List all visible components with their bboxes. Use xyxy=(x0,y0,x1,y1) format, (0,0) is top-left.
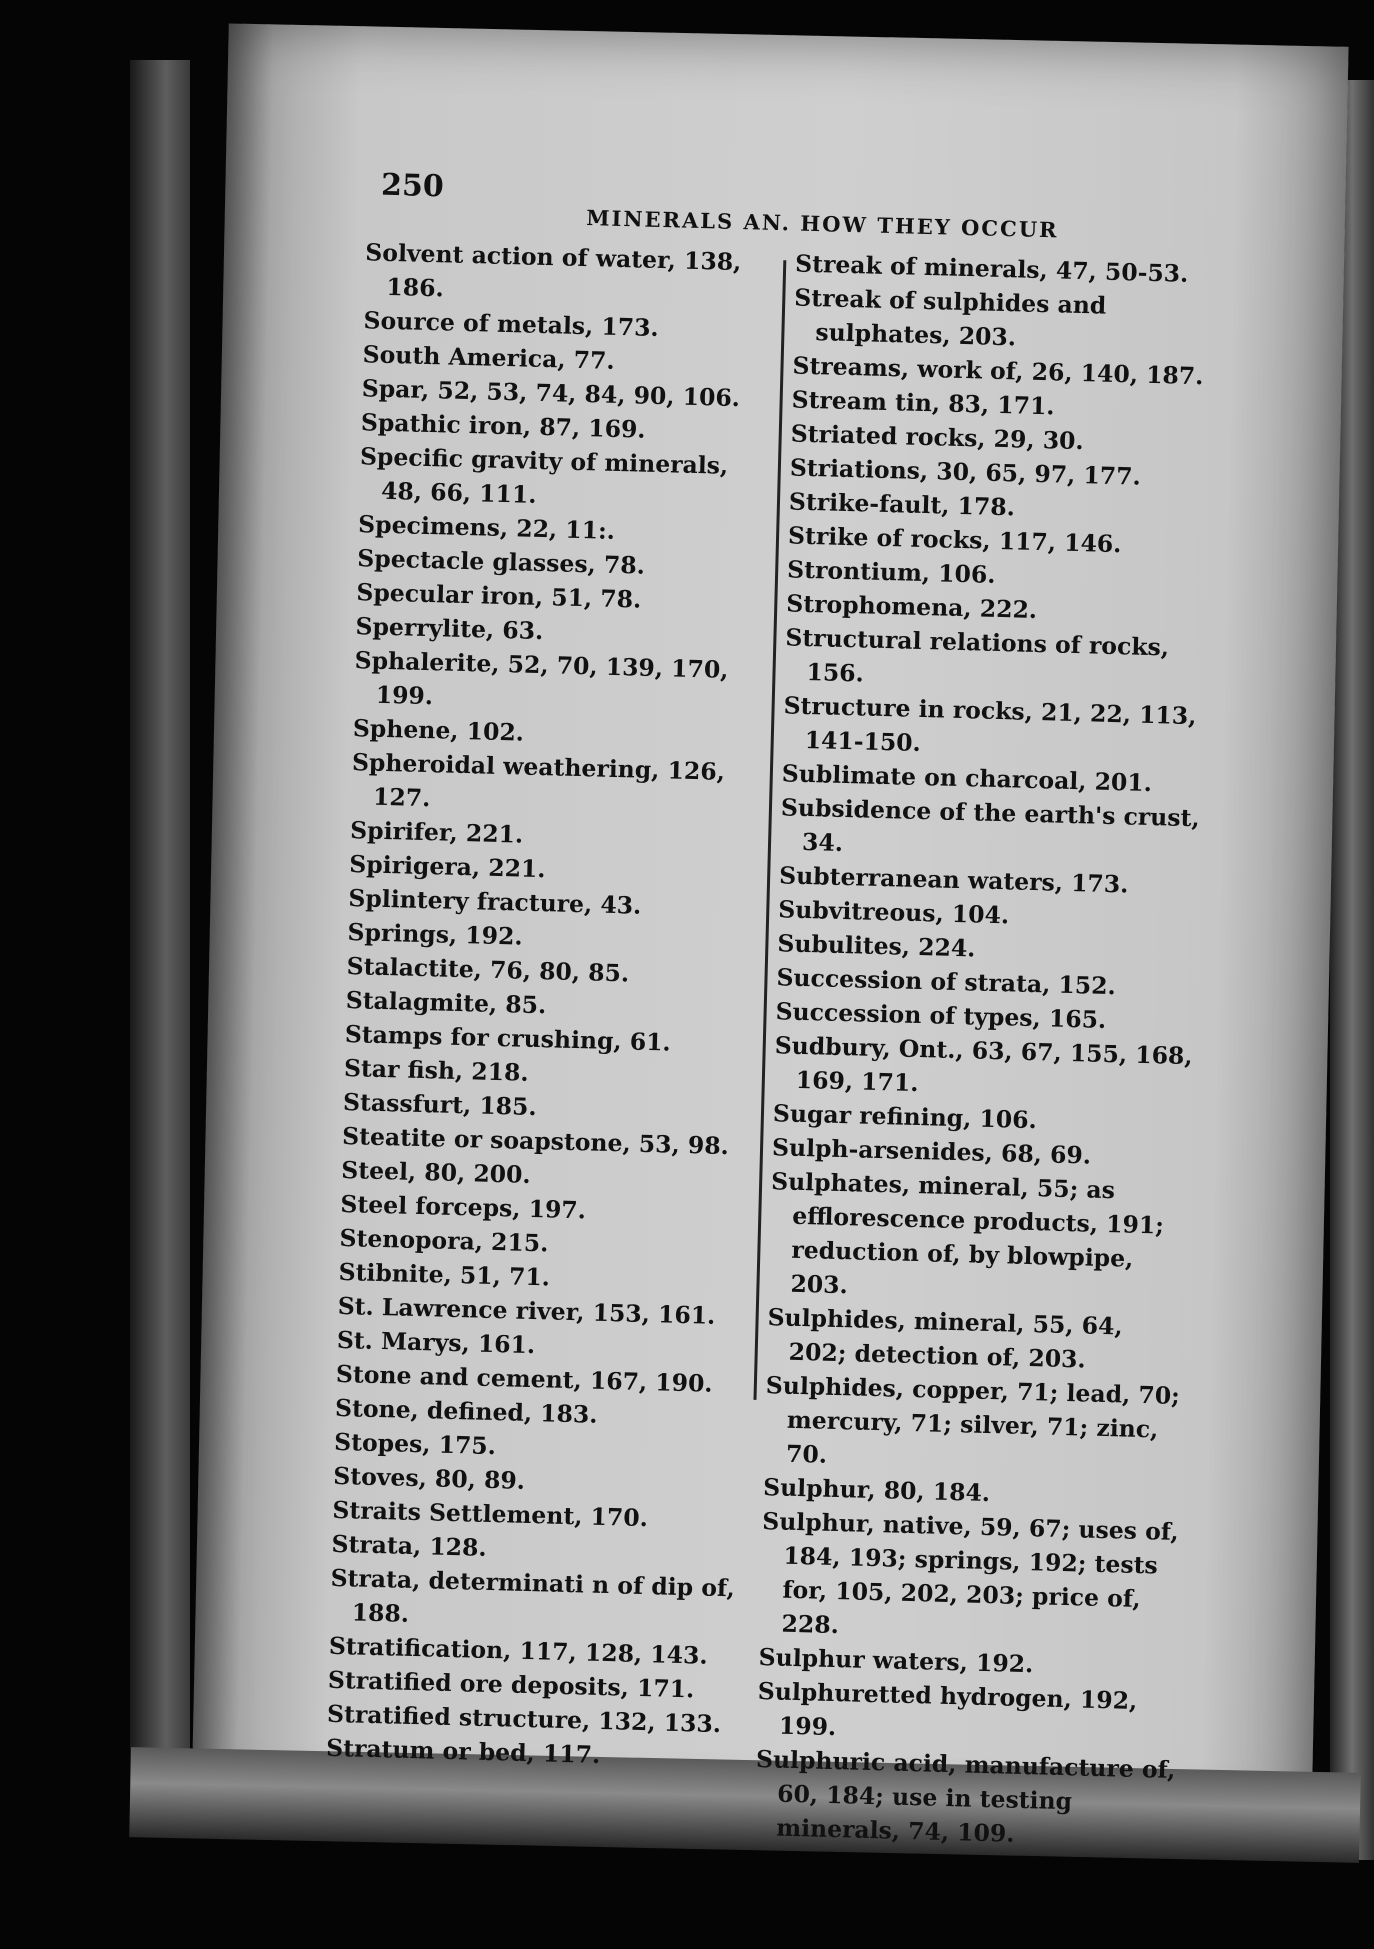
index-entry: Sphene, 102. xyxy=(352,714,525,747)
index-entry: Stratified ore deposits, 171. xyxy=(327,1665,695,1704)
index-column-left xyxy=(326,235,771,1775)
index-entry: Stibnite, 51, 71. xyxy=(338,1257,551,1292)
index-entry: Stone, defined, 183. xyxy=(334,1393,598,1429)
index-entry: Strata, 128. xyxy=(331,1529,488,1562)
index-entry: Stratification, 117, 128, 143. xyxy=(328,1631,708,1670)
index-entry: St. Lawrence river, 153, 161. xyxy=(337,1291,716,1330)
index-entry: Solvent action of water, 138, 186. xyxy=(365,238,742,303)
index-entry: Straits Settlement, 170. xyxy=(332,1495,649,1533)
index-entry: Sulphuretted hydrogen, 192, 199. xyxy=(757,1677,1138,1742)
index-page-content xyxy=(277,152,1258,1848)
index-entry: Sphalerite, 52, 70, 139, 170, 199. xyxy=(354,646,729,711)
index-entry: Sulph-arsenides, 68, 69. xyxy=(771,1133,1092,1170)
index-entry: Strata, determinati n of dip of, 188. xyxy=(330,1563,736,1628)
index-entry: Subterranean waters, 173. xyxy=(778,861,1129,899)
index-entry: Structure in rocks, 21, 22, 113, 141-150. xyxy=(783,691,1197,757)
index-entry: Stamps for crushing, 61. xyxy=(344,1020,672,1057)
index-entry: Stratum or bed, 117. xyxy=(325,1733,601,1769)
index-entry: Specimens, 22, 11:. xyxy=(357,510,616,545)
index-entry: Specular iron, 51, 78. xyxy=(356,578,642,614)
index-entry: Striations, 30, 65, 97, 177. xyxy=(789,453,1142,491)
index-entry: Stalactite, 76, 80, 85. xyxy=(346,952,630,988)
index-entry: Splintery fracture, 43. xyxy=(348,884,642,920)
index-entry: Stenopora, 215. xyxy=(339,1223,549,1258)
index-entry: Sulphur, native, 59, 67; uses of, 184, 193; springs, 192; tests for, 105, 202, 203; price of, 228. xyxy=(761,1507,1179,1640)
index-entry: Stalagmite, 85. xyxy=(345,986,547,1020)
index-entry: Striated rocks, 29, 30. xyxy=(790,419,1085,456)
index-entry: Steel, 80, 200. xyxy=(340,1155,531,1189)
index-entry: Spheroidal weathering, 126, 127. xyxy=(351,748,726,813)
index-entry: Succession of types, 165. xyxy=(775,997,1107,1034)
index-entry: Sperrylite, 63. xyxy=(355,612,544,646)
index-entry: South America, 77. xyxy=(362,340,616,375)
index-entry: Subulites, 224. xyxy=(777,929,976,963)
index-entry: Strontium, 106. xyxy=(786,555,996,589)
index-entry: Springs, 192. xyxy=(347,918,523,951)
index-entry: Sulphur waters, 192. xyxy=(758,1643,1034,1679)
index-entry: Streams, work of, 26, 140, 187. xyxy=(792,351,1204,391)
index-entry: Sudbury, Ont., 63, 67, 155, 168, 169, 171. xyxy=(774,1031,1193,1098)
index-entry: Stoves, 80, 89. xyxy=(332,1461,526,1495)
index-entry: Strike of rocks, 117, 146. xyxy=(787,521,1122,559)
index-entry: Stone and cement, 167, 190. xyxy=(335,1359,713,1398)
index-entry: Spathic iron, 87, 169. xyxy=(360,408,646,444)
index-entry: St. Marys, 161. xyxy=(336,1325,536,1360)
index-entry: Streak of sulphides and sulphates, 203. xyxy=(793,283,1107,352)
page-number: 250 xyxy=(380,167,445,205)
index-entry: Sulphuric acid, manufacture of, 60, 184; use in testing minerals, 74, 109. xyxy=(755,1745,1176,1848)
index-entry: Star fish, 218. xyxy=(343,1054,529,1087)
index-entry: Subsidence of the earth's crust, 34. xyxy=(780,793,1200,857)
index-entry: Stopes, 175. xyxy=(333,1427,497,1461)
index-entry: Spirifer, 221. xyxy=(349,816,524,849)
index-entry: Steel forceps, 197. xyxy=(340,1189,587,1225)
index-entry: Specific gravity of minerals, 48, 66, 111. xyxy=(359,442,729,509)
index-entry: Subvitreous, 104. xyxy=(777,895,1010,930)
index-entry: Spirigera, 221. xyxy=(349,850,546,884)
index-entry: Strike-fault, 178. xyxy=(788,487,1016,522)
index-entry: Sulphur, 80, 184. xyxy=(762,1473,991,1508)
index-entry: Spar, 52, 53, 74, 84, 90, 106. xyxy=(361,374,741,413)
index-entry: Stassfurt, 185. xyxy=(342,1087,537,1122)
index-entry: Stratified structure, 132, 133. xyxy=(326,1699,722,1739)
index-entry: Sugar refining, 106. xyxy=(772,1099,1038,1135)
index-entry: Strophomena, 222. xyxy=(785,589,1038,624)
index-entry: Succession of strata, 152. xyxy=(776,963,1117,1001)
book-spine-shadow xyxy=(130,60,190,1820)
index-entry: Sulphides, mineral, 55, 64, 202; detection of, 203. xyxy=(767,1303,1123,1374)
index-entry: Structural relations of rocks, 156. xyxy=(785,623,1170,688)
index-entry: Sulphates, mineral, 55; as efflorescence products, 191; reduction of, by blowpipe, 203. xyxy=(770,1167,1165,1300)
index-entry: Spectacle glasses, 78. xyxy=(357,544,646,580)
index-entry: Sublimate on charcoal, 201. xyxy=(781,759,1153,798)
index-entry: Streak of minerals, 47, 50-53. xyxy=(794,249,1189,288)
index-entry: Source of metals, 173. xyxy=(363,306,660,342)
index-entry: Stream tin, 83, 171. xyxy=(791,385,1055,421)
index-entry: Steatite or soapstone, 53, 98. xyxy=(341,1121,730,1161)
index-column-right xyxy=(754,247,1216,1855)
running-head: MINERALS AN. HOW THEY OCCUR xyxy=(586,205,1059,243)
index-entry: Sulphides, copper, 71; lead, 70; mercury, 71; silver, 71; zinc, 70. xyxy=(765,1371,1181,1469)
